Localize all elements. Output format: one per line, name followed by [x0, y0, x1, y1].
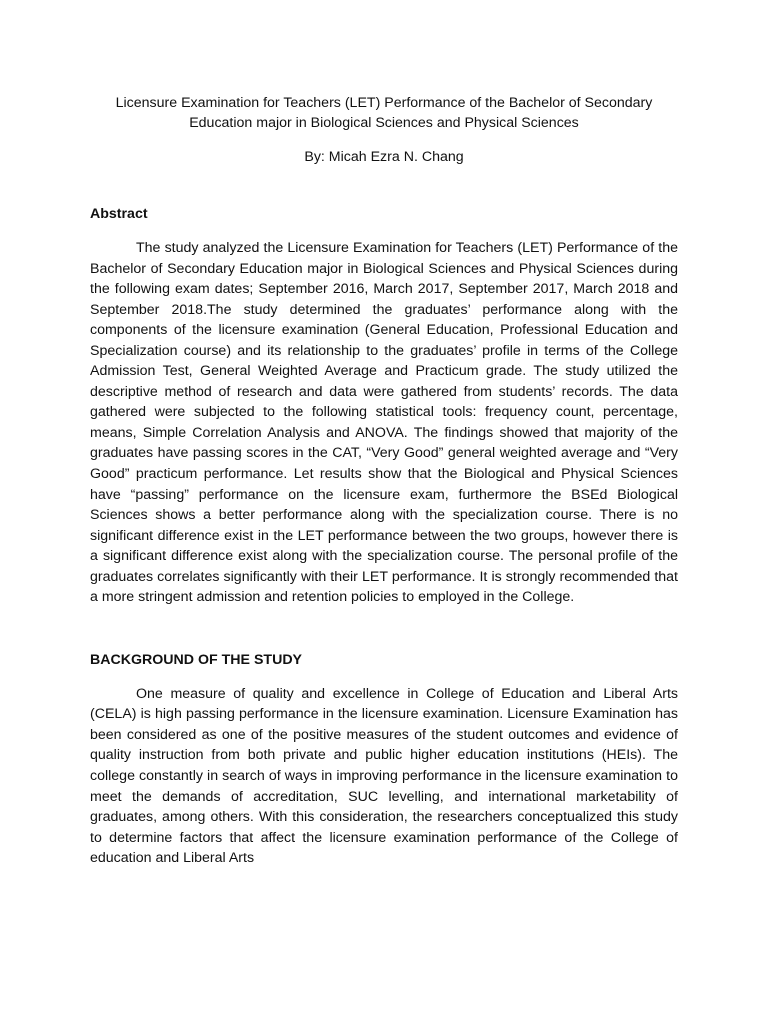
- background-paragraph: One measure of quality and excellence in College of Education and Liberal Arts (CELA) is high passing performance in the licensure examination. Licensure Examination has been considered as one of the positive measures of the student outcomes and evidence of quality instruction from both private and public higher education institutions (HEIs). The college constantly in search of ways in improving performance in the licensure examination to meet the demands of accreditation, SUC levelling, and international marketability of graduates, among others. With this consideration, the researchers conceptualized this study to determine factors that affect the licensure examination performance of the College of education and Liberal Arts: [90, 685, 678, 867]
- paper-title-line-1: Licensure Examination for Teachers (LET) Performance of the Bachelor of Secondary: [115, 95, 653, 111]
- abstract-heading: Abstract: [90, 206, 148, 222]
- abstract-paragraph: The study analyzed the Licensure Examination for Teachers (LET) Performance of the Bachelor of Secondary Education major in Biological Sciences and Physical Sciences during the following exam dates; September 2016, March 2017, September 2017, March 2018 and September 2018.The study determined the graduates’ performance along with the components of the licensure examination (General Education, Professional Education and Specialization course) and its relationship to the graduates’ profile in terms of the College Admission Test, General Weighted Average and Practicum grade. The study utilized the descriptive method of research and data were gathered from students’ records. The data gathered were subjected to the following statistical tools: frequency count, percentage, means, Simple Correlation Analysis and ANOVA. The findings showed that majority of the graduates have passing scores in the CAT, “Very Good” general weighted average and “Very Good” practicum performance. Let results show that the Biological and Physical Sciences have “passing” performance on the licensure exam, furthermore the BSEd Biological Sciences shows a better performance along with the specialization course. There is no significant difference exist in the LET performance between the two groups, however there is a significant difference exist along with the specialization course. The personal profile of the graduates correlates significantly with their LET performance. It is strongly recommended that a more stringent admission and retention policies to employed in the College.: [90, 240, 678, 606]
- paper-title: [90, 93, 678, 133]
- background-heading: BACKGROUND OF THE STUDY: [90, 651, 303, 668]
- paper-title-line-2: Education major in Biological Sciences and Physical Sciences: [189, 115, 579, 131]
- paper-author: By: Micah Ezra N. Chang: [304, 149, 464, 165]
